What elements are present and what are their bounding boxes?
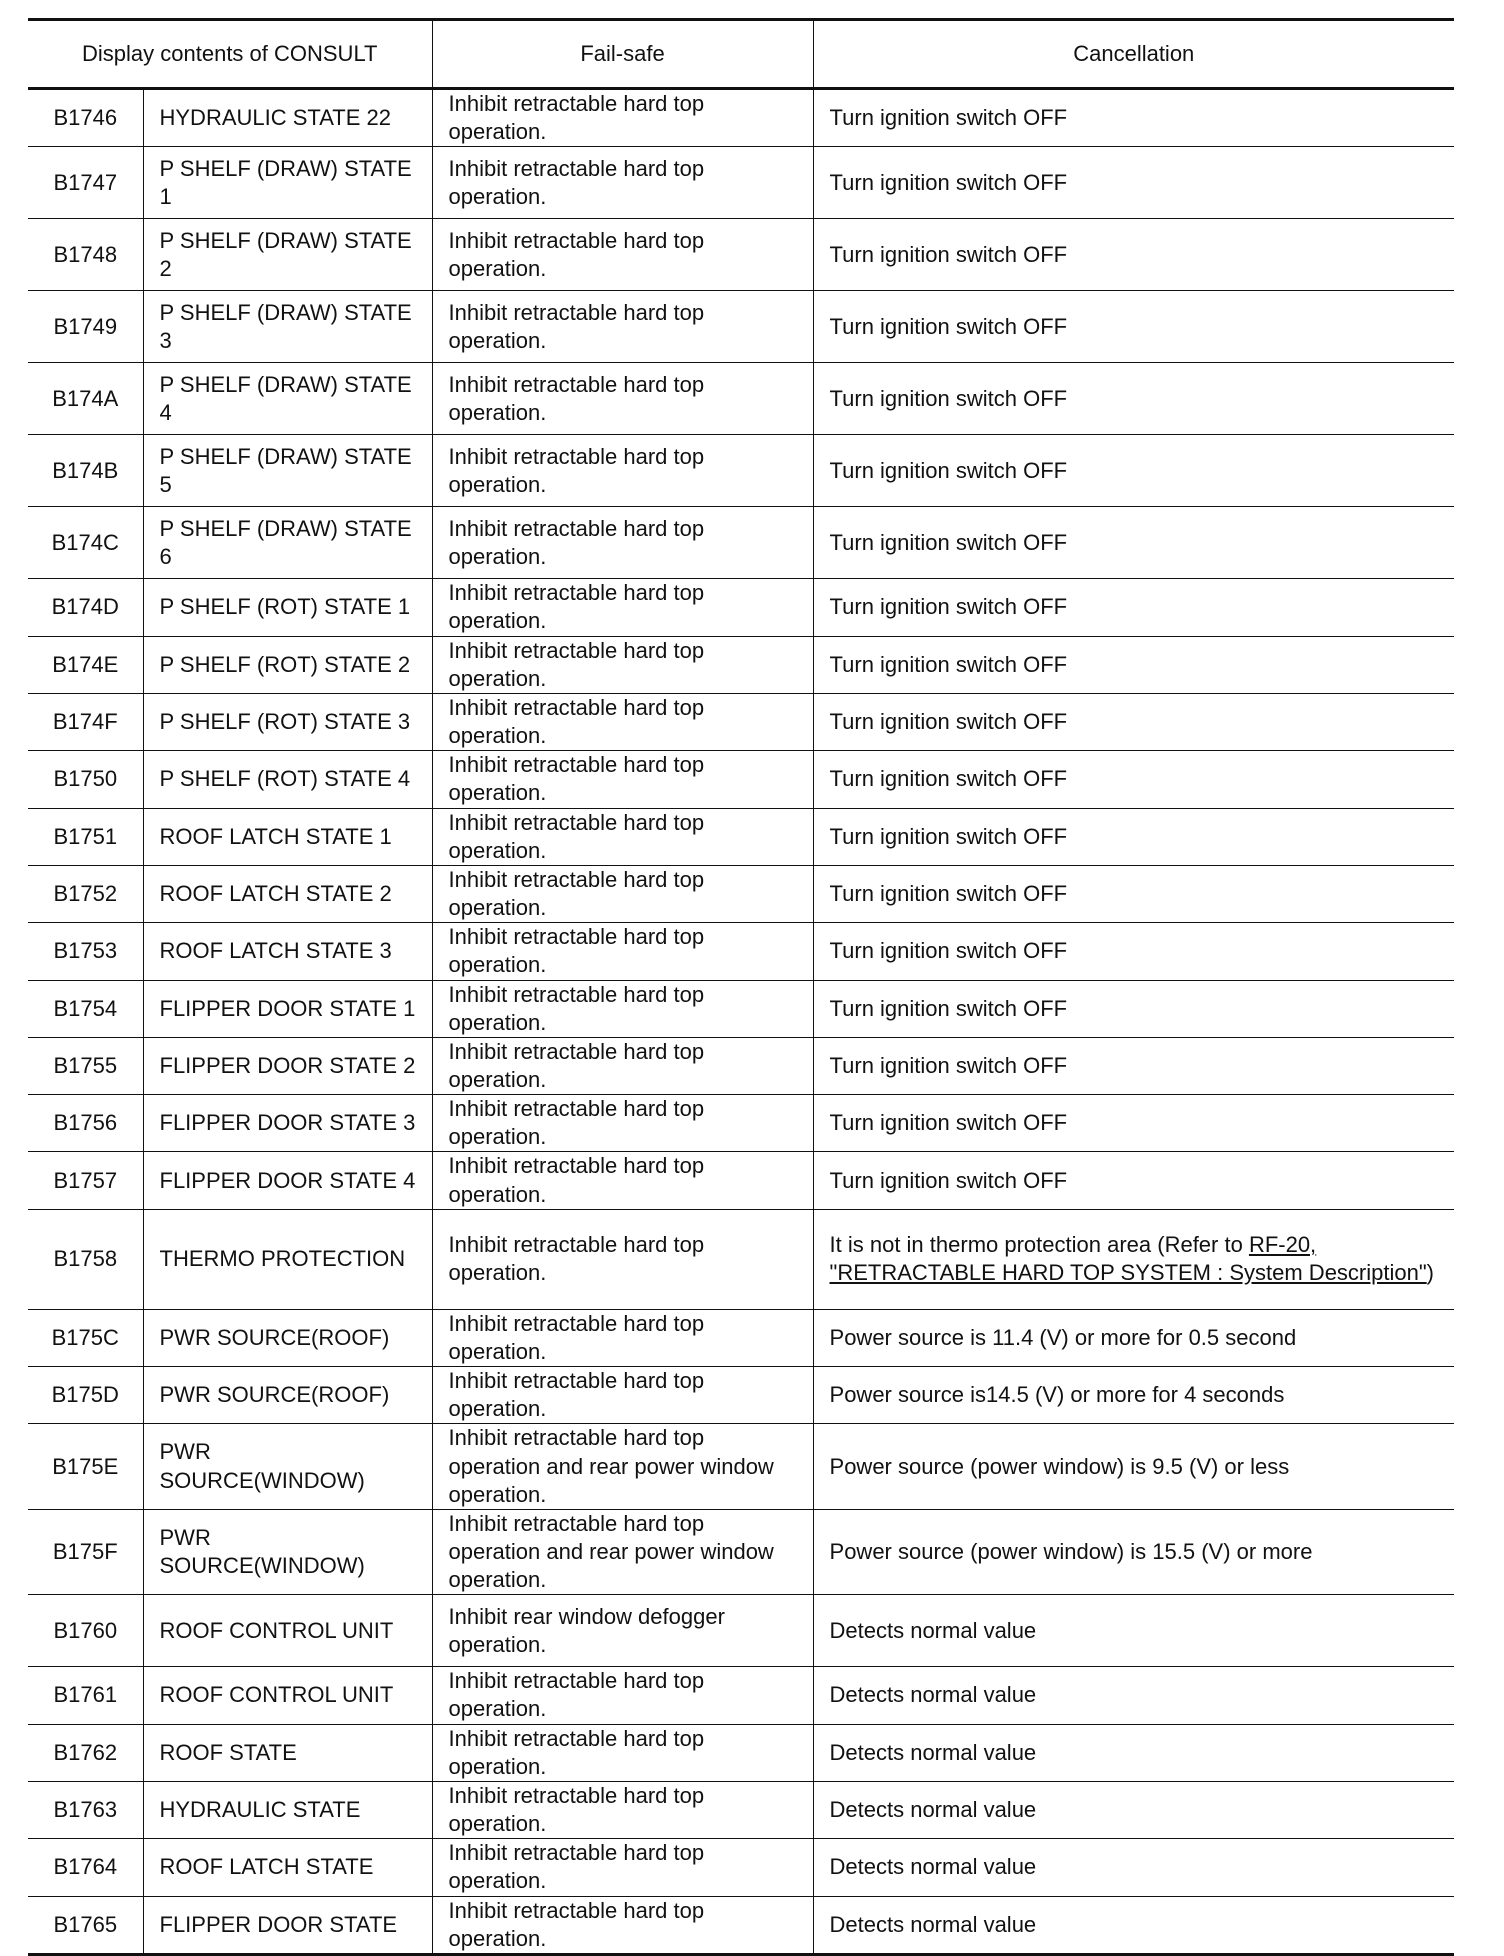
fail-safe-cell: Inhibit retractable hard top operation. bbox=[432, 1037, 813, 1094]
fail-safe-cell: Inhibit retractable hard top operation. bbox=[432, 89, 813, 147]
consult-display-cell: ROOF LATCH STATE 1 bbox=[143, 808, 432, 865]
table-row bbox=[28, 636, 1454, 693]
dtc-code-cell: B1756 bbox=[28, 1095, 143, 1152]
fail-safe-cell: Inhibit retractable hard top operation. bbox=[432, 1896, 813, 1954]
table-row bbox=[28, 89, 1454, 147]
cancellation-cell: Detects normal value bbox=[813, 1896, 1454, 1954]
cancellation-cell: Detects normal value bbox=[813, 1724, 1454, 1781]
consult-display-cell: ROOF LATCH STATE bbox=[143, 1839, 432, 1896]
dtc-code-cell: B1753 bbox=[28, 923, 143, 980]
table-body bbox=[28, 89, 1454, 1955]
dtc-code-cell: B1747 bbox=[28, 147, 143, 219]
dtc-code-cell: B1765 bbox=[28, 1896, 143, 1954]
table-row bbox=[28, 923, 1454, 980]
header-display-contents: Display contents of CONSULT bbox=[28, 20, 432, 89]
fail-safe-cell: Inhibit retractable hard top operation. bbox=[432, 507, 813, 579]
table-row bbox=[28, 1309, 1454, 1366]
table-row bbox=[28, 751, 1454, 808]
consult-display-cell: HYDRAULIC STATE 22 bbox=[143, 89, 432, 147]
fail-safe-cell: Inhibit retractable hard top operation. bbox=[432, 1781, 813, 1838]
fail-safe-cell: Inhibit retractable hard top operation. bbox=[432, 693, 813, 750]
table-row bbox=[28, 1209, 1454, 1309]
dtc-code-cell: B175C bbox=[28, 1309, 143, 1366]
fail-safe-cell: Inhibit retractable hard top operation. bbox=[432, 1095, 813, 1152]
dtc-code-cell: B1758 bbox=[28, 1209, 143, 1309]
fail-safe-cell: Inhibit retractable hard top operation. bbox=[432, 435, 813, 507]
cancellation-cell: Detects normal value bbox=[813, 1595, 1454, 1667]
table-row bbox=[28, 1667, 1454, 1724]
consult-display-cell: PWR SOURCE(WINDOW) bbox=[143, 1509, 432, 1594]
cancellation-cell: Turn ignition switch OFF bbox=[813, 980, 1454, 1037]
fail-safe-cell: Inhibit retractable hard top operation. bbox=[432, 291, 813, 363]
consult-display-cell: PWR SOURCE(WINDOW) bbox=[143, 1424, 432, 1509]
table-row bbox=[28, 1037, 1454, 1094]
cancellation-cell: Detects normal value bbox=[813, 1781, 1454, 1838]
consult-display-cell: THERMO PROTECTION bbox=[143, 1209, 432, 1309]
dtc-code-cell: B1761 bbox=[28, 1667, 143, 1724]
consult-display-cell: ROOF CONTROL UNIT bbox=[143, 1667, 432, 1724]
cancellation-text: It is not in thermo protection area (Refer to bbox=[829, 1232, 1249, 1258]
consult-display-cell: PWR SOURCE(ROOF) bbox=[143, 1367, 432, 1424]
dtc-code-cell: B1748 bbox=[28, 219, 143, 291]
dtc-fail-safe-table-sheet bbox=[28, 18, 1454, 1956]
cancellation-cell: Turn ignition switch OFF bbox=[813, 579, 1454, 636]
table-header bbox=[28, 20, 1454, 89]
table-row bbox=[28, 865, 1454, 922]
consult-display-cell: HYDRAULIC STATE bbox=[143, 1781, 432, 1838]
dtc-code-cell: B174A bbox=[28, 363, 143, 435]
dtc-code-cell: B175F bbox=[28, 1509, 143, 1594]
consult-display-cell: ROOF LATCH STATE 2 bbox=[143, 865, 432, 922]
table-row bbox=[28, 1509, 1454, 1594]
fail-safe-cell: Inhibit retractable hard top operation. bbox=[432, 980, 813, 1037]
header-cancellation: Cancellation bbox=[813, 20, 1454, 89]
dtc-code-cell: B174E bbox=[28, 636, 143, 693]
fail-safe-cell: Inhibit retractable hard top operation. bbox=[432, 636, 813, 693]
dtc-code-cell: B1763 bbox=[28, 1781, 143, 1838]
fail-safe-cell: Inhibit retractable hard top operation. bbox=[432, 808, 813, 865]
dtc-code-cell: B1750 bbox=[28, 751, 143, 808]
cancellation-cell bbox=[813, 1209, 1454, 1309]
reference-link[interactable]: RF-20, "RETRACTABLE HARD TOP SYSTEM : System Description" bbox=[829, 1232, 1427, 1286]
fail-safe-cell: Inhibit retractable hard top operation. bbox=[432, 1667, 813, 1724]
consult-display-cell: ROOF CONTROL UNIT bbox=[143, 1595, 432, 1667]
fail-safe-cell: Inhibit retractable hard top operation. bbox=[432, 923, 813, 980]
dtc-code-cell: B1762 bbox=[28, 1724, 143, 1781]
table-row bbox=[28, 1724, 1454, 1781]
fail-safe-cell: Inhibit retractable hard top operation. bbox=[432, 1309, 813, 1366]
dtc-code-cell: B1755 bbox=[28, 1037, 143, 1094]
header-fail-safe: Fail-safe bbox=[432, 20, 813, 89]
cancellation-cell: Turn ignition switch OFF bbox=[813, 219, 1454, 291]
cancellation-cell: Power source is14.5 (V) or more for 4 seconds bbox=[813, 1367, 1454, 1424]
fail-safe-cell: Inhibit retractable hard top operation. bbox=[432, 1839, 813, 1896]
cancellation-cell: Detects normal value bbox=[813, 1839, 1454, 1896]
cancellation-text-end: ) bbox=[1426, 1260, 1434, 1286]
consult-display-cell: P SHELF (DRAW) STATE 6 bbox=[143, 507, 432, 579]
cancellation-cell: Turn ignition switch OFF bbox=[813, 363, 1454, 435]
fail-safe-cell: Inhibit retractable hard top operation. bbox=[432, 1367, 813, 1424]
consult-display-cell: FLIPPER DOOR STATE 2 bbox=[143, 1037, 432, 1094]
cancellation-cell: Turn ignition switch OFF bbox=[813, 923, 1454, 980]
dtc-code-cell: B1751 bbox=[28, 808, 143, 865]
cancellation-cell: Turn ignition switch OFF bbox=[813, 1152, 1454, 1209]
table-row bbox=[28, 1424, 1454, 1509]
consult-display-cell: FLIPPER DOOR STATE 1 bbox=[143, 980, 432, 1037]
cancellation-cell: Detects normal value bbox=[813, 1667, 1454, 1724]
cancellation-cell: Turn ignition switch OFF bbox=[813, 693, 1454, 750]
table-row bbox=[28, 808, 1454, 865]
dtc-code-cell: B1754 bbox=[28, 980, 143, 1037]
consult-display-cell: PWR SOURCE(ROOF) bbox=[143, 1309, 432, 1366]
fail-safe-cell: Inhibit rear window defogger operation. bbox=[432, 1595, 813, 1667]
fail-safe-cell: Inhibit retractable hard top operation. bbox=[432, 865, 813, 922]
fail-safe-cell: Inhibit retractable hard top operation and rear power window operation. bbox=[432, 1509, 813, 1594]
consult-display-cell: P SHELF (DRAW) STATE 3 bbox=[143, 291, 432, 363]
cancellation-cell: Turn ignition switch OFF bbox=[813, 291, 1454, 363]
consult-display-cell: FLIPPER DOOR STATE 3 bbox=[143, 1095, 432, 1152]
cancellation-cell: Turn ignition switch OFF bbox=[813, 751, 1454, 808]
dtc-code-cell: B175E bbox=[28, 1424, 143, 1509]
table-row bbox=[28, 980, 1454, 1037]
consult-display-cell: P SHELF (ROT) STATE 3 bbox=[143, 693, 432, 750]
table-row bbox=[28, 1839, 1454, 1896]
table-row bbox=[28, 291, 1454, 363]
table-header-row bbox=[28, 20, 1454, 89]
dtc-code-cell: B174C bbox=[28, 507, 143, 579]
dtc-code-cell: B1764 bbox=[28, 1839, 143, 1896]
cancellation-cell: Turn ignition switch OFF bbox=[813, 147, 1454, 219]
cancellation-cell: Power source (power window) is 9.5 (V) or less bbox=[813, 1424, 1454, 1509]
table-row bbox=[28, 435, 1454, 507]
dtc-fail-safe-table bbox=[28, 18, 1454, 1956]
consult-display-cell: FLIPPER DOOR STATE bbox=[143, 1896, 432, 1954]
cancellation-cell: Turn ignition switch OFF bbox=[813, 507, 1454, 579]
table-row bbox=[28, 1896, 1454, 1954]
fail-safe-cell: Inhibit retractable hard top operation. bbox=[432, 1209, 813, 1309]
dtc-code-cell: B1752 bbox=[28, 865, 143, 922]
fail-safe-cell: Inhibit retractable hard top operation. bbox=[432, 751, 813, 808]
dtc-code-cell: B1760 bbox=[28, 1595, 143, 1667]
table-row bbox=[28, 147, 1454, 219]
consult-display-cell: P SHELF (ROT) STATE 1 bbox=[143, 579, 432, 636]
dtc-code-cell: B174D bbox=[28, 579, 143, 636]
table-row bbox=[28, 693, 1454, 750]
dtc-code-cell: B1757 bbox=[28, 1152, 143, 1209]
fail-safe-cell: Inhibit retractable hard top operation. bbox=[432, 1724, 813, 1781]
cancellation-cell: Power source is 11.4 (V) or more for 0.5 second bbox=[813, 1309, 1454, 1366]
fail-safe-cell: Inhibit retractable hard top operation. bbox=[432, 579, 813, 636]
cancellation-cell: Turn ignition switch OFF bbox=[813, 1037, 1454, 1094]
cancellation-cell: Turn ignition switch OFF bbox=[813, 1095, 1454, 1152]
table-row bbox=[28, 1152, 1454, 1209]
cancellation-cell: Turn ignition switch OFF bbox=[813, 865, 1454, 922]
cancellation-cell: Turn ignition switch OFF bbox=[813, 808, 1454, 865]
table-row bbox=[28, 363, 1454, 435]
table-row bbox=[28, 1367, 1454, 1424]
fail-safe-cell: Inhibit retractable hard top operation and rear power window operation. bbox=[432, 1424, 813, 1509]
cancellation-cell: Power source (power window) is 15.5 (V) or more bbox=[813, 1509, 1454, 1594]
table-row bbox=[28, 1595, 1454, 1667]
dtc-code-cell: B1746 bbox=[28, 89, 143, 147]
table-row bbox=[28, 579, 1454, 636]
consult-display-cell: P SHELF (DRAW) STATE 1 bbox=[143, 147, 432, 219]
consult-display-cell: P SHELF (DRAW) STATE 4 bbox=[143, 363, 432, 435]
consult-display-cell: P SHELF (DRAW) STATE 2 bbox=[143, 219, 432, 291]
cancellation-cell: Turn ignition switch OFF bbox=[813, 435, 1454, 507]
dtc-code-cell: B174B bbox=[28, 435, 143, 507]
dtc-code-cell: B174F bbox=[28, 693, 143, 750]
fail-safe-cell: Inhibit retractable hard top operation. bbox=[432, 219, 813, 291]
cancellation-cell: Turn ignition switch OFF bbox=[813, 89, 1454, 147]
table-row bbox=[28, 507, 1454, 579]
table-row bbox=[28, 1781, 1454, 1838]
fail-safe-cell: Inhibit retractable hard top operation. bbox=[432, 147, 813, 219]
consult-display-cell: P SHELF (ROT) STATE 4 bbox=[143, 751, 432, 808]
fail-safe-cell: Inhibit retractable hard top operation. bbox=[432, 363, 813, 435]
table-row bbox=[28, 219, 1454, 291]
consult-display-cell: ROOF LATCH STATE 3 bbox=[143, 923, 432, 980]
fail-safe-cell: Inhibit retractable hard top operation. bbox=[432, 1152, 813, 1209]
consult-display-cell: FLIPPER DOOR STATE 4 bbox=[143, 1152, 432, 1209]
dtc-code-cell: B1749 bbox=[28, 291, 143, 363]
dtc-code-cell: B175D bbox=[28, 1367, 143, 1424]
consult-display-cell: P SHELF (ROT) STATE 2 bbox=[143, 636, 432, 693]
cancellation-cell: Turn ignition switch OFF bbox=[813, 636, 1454, 693]
table-row bbox=[28, 1095, 1454, 1152]
consult-display-cell: P SHELF (DRAW) STATE 5 bbox=[143, 435, 432, 507]
consult-display-cell: ROOF STATE bbox=[143, 1724, 432, 1781]
